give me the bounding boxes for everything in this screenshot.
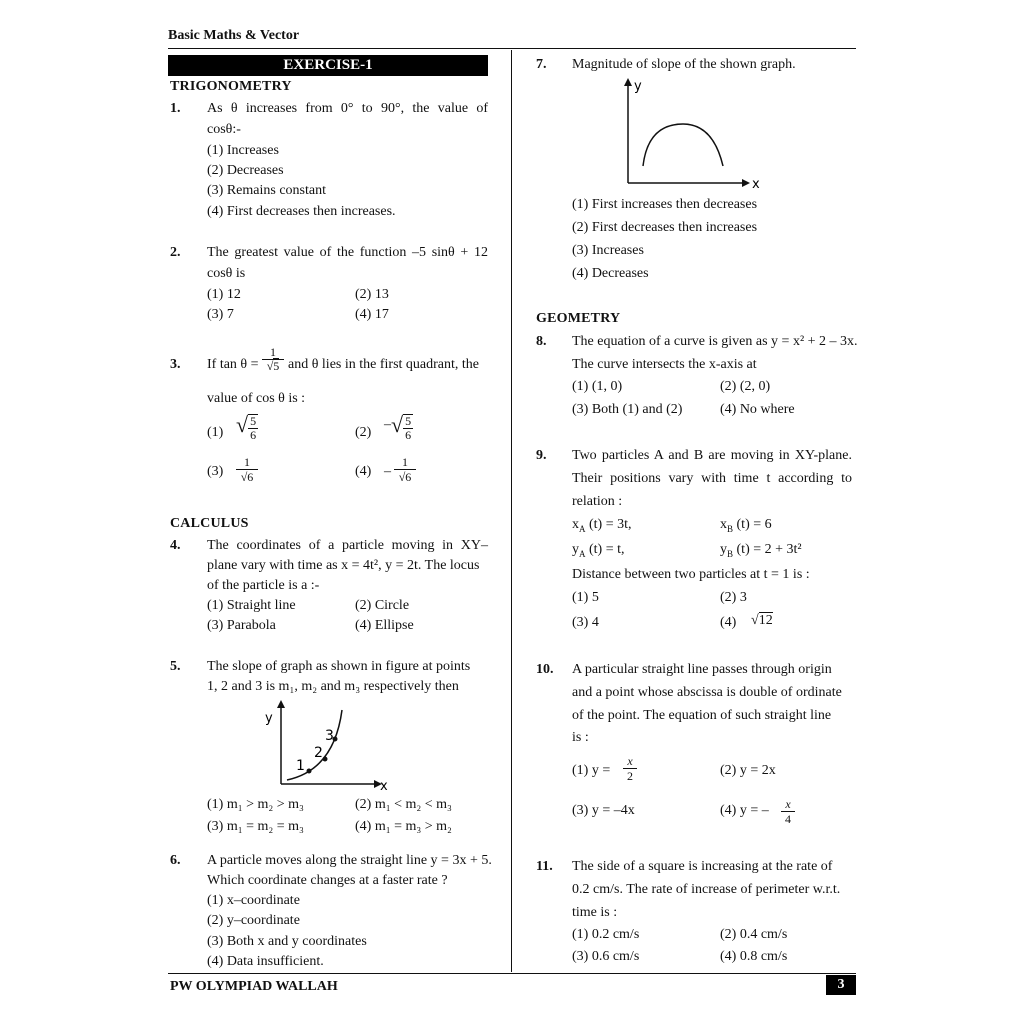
q7-option-2: (2) First decreases then increases xyxy=(572,220,758,235)
q10-text-line2: and a point whose abscissa is double of ordinate xyxy=(572,685,842,700)
q3-option-3-value: 1 √6 xyxy=(236,455,258,484)
q7-x-label: x xyxy=(752,177,760,192)
q9-relation-ya: $y_A$ (t) = t, xyxy=(572,542,625,559)
q9-relation-xb: $x_B$ (t) = 6 xyxy=(720,517,772,534)
q4-option-1: (1) Straight line xyxy=(207,598,296,613)
q8-option-2: (2) (2, 0) xyxy=(720,379,771,394)
q10-o4-num: x xyxy=(781,797,795,812)
q7-text-line1: Magnitude of slope of the shown graph. xyxy=(572,57,796,72)
q2-option-4: (4) 17 xyxy=(355,307,389,322)
q4-option-4: (4) Ellipse xyxy=(355,618,414,633)
q3-text-prefix: If tan θ = xyxy=(207,357,259,372)
q8-number: 8. xyxy=(536,334,547,349)
q9-option-4-radicand: 12 xyxy=(758,613,773,628)
q3-o2-num: 5 xyxy=(405,414,412,428)
q3-o2-minus: – xyxy=(384,417,391,432)
exercise-banner xyxy=(168,55,488,76)
footer-brand: PW OLYMPIAD WALLAH xyxy=(170,979,338,994)
q3-o2-den: 6 xyxy=(405,428,412,442)
q7-graph xyxy=(618,76,768,194)
q10-text-line4: is : xyxy=(572,730,589,745)
q1-number: 1. xyxy=(170,101,181,116)
q10-option-3: (3) y = –4x xyxy=(572,803,635,818)
q3-option-2-value: –√ $\frac{5}{6}$ xyxy=(384,412,412,442)
q10-o1-den: 2 xyxy=(627,769,633,783)
q4-text-line3: of the particle is a :- xyxy=(207,578,320,593)
q3-option-1-label: (1) xyxy=(207,425,224,440)
q3-option-2-label: (2) xyxy=(355,425,372,440)
q11-option-3: (3) 0.6 cm/s xyxy=(572,949,640,964)
q3-o4-num: 1 xyxy=(394,455,416,470)
q9-option-4-value: √12 xyxy=(751,613,773,628)
q4-number: 4. xyxy=(170,538,181,553)
header-rule xyxy=(168,48,856,49)
q7-option-3: (3) Increases xyxy=(572,243,644,258)
q10-number: 10. xyxy=(536,662,554,677)
page-number-badge: 3 xyxy=(826,975,856,995)
q11-option-2: (2) 0.4 cm/s xyxy=(720,927,788,942)
q1-text-line2: cosθ:- xyxy=(207,122,241,137)
q9-option-1: (1) 5 xyxy=(572,590,599,605)
q7-option-4: (4) Decreases xyxy=(572,266,649,281)
q6-number: 6. xyxy=(170,853,181,868)
q3-o1-den: 6 xyxy=(250,428,257,442)
q3-o4-den: 6 xyxy=(405,470,412,484)
q5-y-label: y xyxy=(265,711,273,726)
q5-x-label: x xyxy=(380,779,388,794)
q2-option-2: (2) 13 xyxy=(355,287,389,302)
q2-number: 2. xyxy=(170,245,181,260)
q10-text-line3: of the point. The equation of such straight line xyxy=(572,708,832,723)
q7-y-label: y xyxy=(634,79,642,94)
q5-number: 5. xyxy=(170,659,181,674)
q2-text-line2: cosθ is xyxy=(207,266,246,281)
q8-option-1: (1) (1, 0) xyxy=(572,379,623,394)
q11-text-line1: The side of a square is increasing at the rate of xyxy=(572,859,833,874)
q3-o1-num: 5 xyxy=(250,414,257,428)
section-calculus: CALCULUS xyxy=(170,516,249,531)
q9-text-line4: Distance between two particles at t = 1 is : xyxy=(572,567,810,582)
q8-text-line1: The equation of a curve is given as y = x² + 2 – 3x. xyxy=(572,334,858,349)
q7-option-1: (1) First increases then decreases xyxy=(572,197,758,212)
q11-text-line3: time is : xyxy=(572,905,618,920)
q5-option-3: (3) m₁ = m₂ = m₃ xyxy=(207,819,304,834)
q5-label-3: 3 xyxy=(325,728,334,744)
q3-fraction-radicand: 5 xyxy=(273,359,280,373)
q3-o4-minus: – xyxy=(384,464,391,479)
section-trigonometry: TRIGONOMETRY xyxy=(170,79,292,94)
q3-o3-num: 1 xyxy=(236,455,258,470)
q5-y-arrow xyxy=(277,700,285,708)
q6-option-1: (1) x–coordinate xyxy=(207,893,300,908)
q2-option-3: (3) 7 xyxy=(207,307,234,322)
q3-option-1-value: √ $\frac{5}{6}$ xyxy=(236,412,257,442)
q4-text-line2: plane vary with time as x = 4t², y = 2t. The locus xyxy=(207,558,480,573)
q7-number: 7. xyxy=(536,57,547,72)
q7-y-arrow xyxy=(624,78,632,86)
q5-text-line1: The slope of graph as shown in figure at points xyxy=(207,659,471,674)
q2-option-1: (1) 12 xyxy=(207,287,241,302)
q7-x-arrow xyxy=(742,179,750,187)
q9-text-line3: relation : xyxy=(572,494,623,509)
q9-option-2: (2) 3 xyxy=(720,590,747,605)
q6-option-4: (4) Data insufficient. xyxy=(207,954,324,969)
q3-text-line2: value of cos θ is : xyxy=(207,391,306,406)
q6-option-2: (2) y–coordinate xyxy=(207,913,300,928)
q10-text-line1: A particular straight line passes through origin xyxy=(572,662,832,677)
q3-option-4-value: 1 √6 xyxy=(394,455,416,484)
q1-option-1: (1) Increases xyxy=(207,143,279,158)
q5-label-1: 1 xyxy=(296,758,305,774)
q4-option-2: (2) Circle xyxy=(355,598,410,613)
q1-option-2: (2) Decreases xyxy=(207,163,284,178)
q10-o4-den: 4 xyxy=(785,812,791,826)
q7-curve xyxy=(643,124,723,166)
q5-option-1: (1) m₁ > m₂ > m₃ xyxy=(207,797,304,812)
q3-number: 3. xyxy=(170,357,181,372)
q1-text-line1: As θ increases from 0° to 90°, the value of xyxy=(207,101,488,116)
q8-text-line2: The curve intersects the x-axis at xyxy=(572,357,757,372)
q10-option-4-fraction xyxy=(781,797,795,826)
q9-text-line1: Two particles A and B are moving in XY-plane. xyxy=(572,448,852,463)
q9-text-line2: Their positions vary with time t according to xyxy=(572,471,852,486)
q10-option-4-label: (4) y = – xyxy=(720,803,769,818)
footer-rule xyxy=(168,973,856,974)
q9-number: 9. xyxy=(536,448,547,463)
column-divider xyxy=(511,50,512,972)
q4-option-3: (3) Parabola xyxy=(207,618,276,633)
q1-option-4: (4) First decreases then increases. xyxy=(207,204,396,219)
q3-text-suffix: and θ lies in the first quadrant, the xyxy=(288,357,479,372)
q11-number: 11. xyxy=(536,859,553,874)
q10-option-2: (2) y = 2x xyxy=(720,763,776,778)
section-geometry: GEOMETRY xyxy=(536,311,621,326)
q3-o3-den: 6 xyxy=(247,470,254,484)
q3-fraction-denominator: √5 xyxy=(266,359,280,373)
page-header-title: Basic Maths & Vector xyxy=(168,28,300,43)
q2-text-line1: The greatest value of the function –5 sinθ + 12 xyxy=(207,245,488,260)
q10-option-1-label: (1) y = xyxy=(572,763,611,778)
q6-option-3: (3) Both x and y coordinates xyxy=(207,934,367,949)
q9-relation-xa: $x_A$ (t) = 3t, xyxy=(572,517,632,534)
q6-text-line2: Which coordinate changes at a faster rate ? xyxy=(207,873,448,888)
q3-option-4-label: (4) xyxy=(355,464,372,479)
q3-fraction xyxy=(262,346,284,373)
q5-label-2: 2 xyxy=(314,745,323,761)
q9-option-4-label: (4) xyxy=(720,615,737,630)
q9-relation-yb: $y_B$ (t) = 2 + 3t² xyxy=(720,542,802,559)
q5-option-2: (2) m₁ < m₂ < m₃ xyxy=(355,797,452,812)
q10-option-1-fraction xyxy=(623,754,637,783)
q11-text-line2: 0.2 cm/s. The rate of increase of perimeter w.r.t. xyxy=(572,882,841,897)
q5-graph xyxy=(262,700,392,795)
exercise-title: EXERCISE-1 xyxy=(283,57,373,73)
q8-option-3: (3) Both (1) and (2) xyxy=(572,402,683,417)
q3-fraction-numerator: 1 xyxy=(262,346,284,360)
q8-option-4: (4) No where xyxy=(720,402,795,417)
q11-option-4: (4) 0.8 cm/s xyxy=(720,949,788,964)
q5-point-2 xyxy=(323,757,328,762)
q1-option-3: (3) Remains constant xyxy=(207,183,326,198)
q4-text-line1: The coordinates of a particle moving in XY– xyxy=(207,538,488,553)
q11-option-1: (1) 0.2 cm/s xyxy=(572,927,640,942)
q6-text-line1: A particle moves along the straight line y = 3x + 5. xyxy=(207,853,492,868)
q3-option-3-label: (3) xyxy=(207,464,224,479)
q5-option-4: (4) m₁ = m₃ > m₂ xyxy=(355,819,452,834)
q9-option-3: (3) 4 xyxy=(572,615,599,630)
q5-text-line2: 1, 2 and 3 is m₁, m₂ and m₃ respectively then xyxy=(207,679,459,694)
q5-point-1 xyxy=(307,769,312,774)
q10-o1-num: x xyxy=(623,754,637,769)
